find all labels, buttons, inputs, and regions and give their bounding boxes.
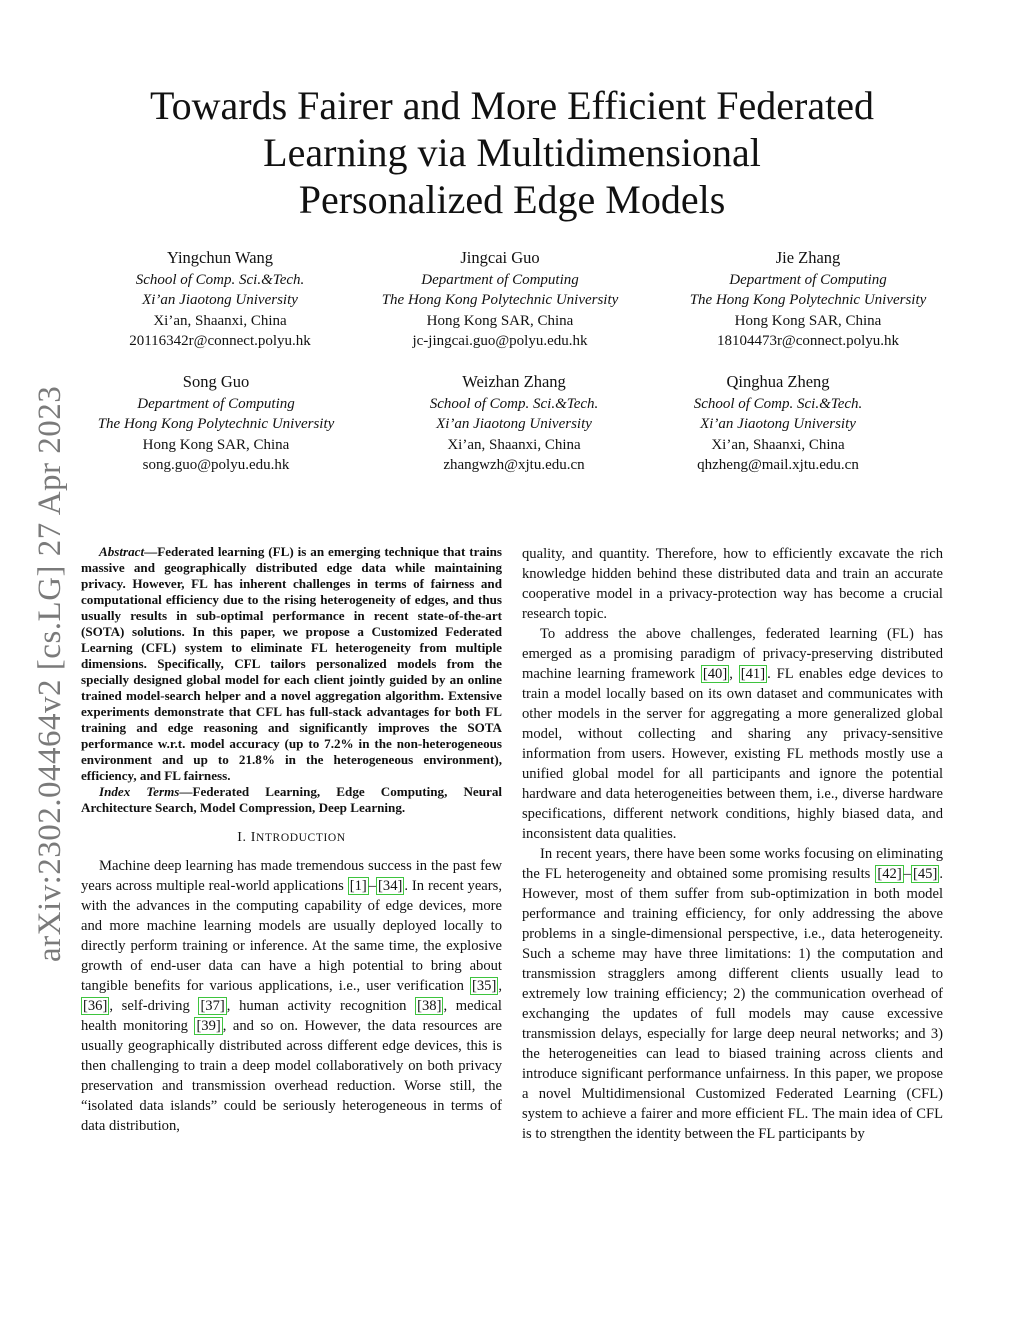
citation-link[interactable]: [37]	[200, 998, 225, 1014]
author-institution: Xi’an Jiaotong University	[700, 416, 856, 433]
author-institution: The Hong Kong Polytechnic University	[97, 416, 335, 433]
citation-link[interactable]: [41]	[740, 666, 766, 682]
title-line-2: Learning via Multidimensional	[263, 130, 761, 175]
citation-link[interactable]: [40]	[702, 666, 728, 682]
author-location: Hong Kong SAR, China	[142, 436, 290, 453]
author-card	[350, 248, 650, 352]
author-affiliation: School of Comp. Sci.&Tech.	[693, 395, 863, 412]
abstract-label: Abstract	[99, 544, 145, 559]
author-location: Xi’an, Shaanxi, China	[153, 312, 287, 329]
author-affiliation: School of Comp. Sci.&Tech.	[429, 395, 599, 412]
author-card	[628, 372, 928, 476]
author-email: song.guo@polyu.edu.hk	[142, 457, 290, 474]
author-institution: The Hong Kong Polytechnic University	[381, 292, 619, 309]
intro-paragraph-1: Machine deep learning has made tremendous success in the past few years across multiple real-world applications [1] – [34] . In recent years, with the advances in the computing capability of edge devices, more and more machine learning models are usually deployed locally to directly perform training or inference. At the same time, the explosive growth of end-user data can have a high potential to bring about tangible benefits for various applications, i.e., user verification [35] , [36] , self-driving [37] , human activity recognition [38] , medical health monitoring [39] , and so on. However, the data resources are usually geographically distributed across different edge devices, this is then challenging to train a deep model collaboratively on both privacy preservation and transmission overhead reduction. Worse still, the “isolated data islands” could be seriously heterogeneous in terms of data distribution,	[81, 858, 502, 1134]
index-terms-text: —Federated Learning, Edge Computing, Neural Architecture Search, Model Compression, Deep Learning.	[81, 784, 502, 815]
author-card	[658, 248, 958, 352]
title-line-1: Towards Fairer and More Efficient Federated	[150, 83, 874, 128]
citation-link[interactable]: [42]	[877, 866, 902, 882]
left-column	[81, 544, 502, 1136]
author-name: Qinghua Zheng	[726, 372, 830, 391]
author-name: Yingchun Wang	[166, 248, 274, 267]
citation-link[interactable]: [39]	[196, 1018, 221, 1034]
author-affiliation: School of Comp. Sci.&Tech.	[135, 271, 305, 288]
author-institution: Xi’an Jiaotong University	[436, 416, 592, 433]
author-email: 18104473r@connect.polyu.hk	[716, 333, 900, 350]
citation-link[interactable]: [35]	[472, 978, 497, 994]
abstract-text: —Federated learning (FL) is an emerging technique that trains massive and geographically distributed edge data while maintaining privacy. However, FL has inherent challenges in terms of fairness and computational efficiency due to the rising heterogeneity of edges, and thus usually results in sub-optimal performance in recent state-of-the-art (SOTA) solutions. In this paper, we propose a Customized Federated Learning (CFL) system to eliminate FL heterogeneity from multiple dimensions. Specifically, CFL tailors personalized models from the specially designed global model for each client jointly guided by an online trained model-search helper and a novel aggregation algorithm. Extensive experiments demonstrate that CFL has full-stack advantages for both FL training and edge reasoning and significantly improves the SOTA performance w.r.t. model accuracy (up to 7.2% in the non-heterogeneous environment and up to 21.8% in the heterogeneous environment), efficiency, and FL fairness.	[81, 544, 502, 783]
author-location: Hong Kong SAR, China	[426, 312, 574, 329]
arxiv-sidebar	[22, 200, 66, 960]
author-card	[364, 372, 664, 476]
author-name: Weizhan Zhang	[462, 372, 566, 391]
author-location: Xi’an, Shaanxi, China	[447, 436, 581, 453]
citation-link[interactable]: [38]	[417, 998, 442, 1014]
citation-link[interactable]: [34]	[378, 878, 403, 894]
paper-title	[80, 82, 944, 223]
author-name: Jingcai Guo	[460, 248, 540, 267]
author-institution: The Hong Kong Polytechnic University	[689, 292, 927, 309]
section-heading-introduction: I. INTRODUCTION	[237, 830, 346, 845]
intro-paragraph-2: To address the above challenges, federated learning (FL) has emerged as a promising paradigm of privacy-preserving distributed machine learning framework [40] , [41] . FL enables edge devices to train a model locally based on its own dataset and communicates with other models in the server for aggregating a more generalized global model, without collecting and sharing any privacy-sensitive information from users. However, existing FL methods mostly use a unified global model for all participants and ignore the potential hardware and data heterogeneities between them, i.e., diverse hardware specifications, different network conditions, highly biased data, and inconsistent data qualities.	[522, 626, 943, 842]
author-location: Xi’an, Shaanxi, China	[711, 436, 845, 453]
author-card	[70, 248, 370, 352]
author-location: Hong Kong SAR, China	[734, 312, 882, 329]
intro-paragraph-continued: quality, and quantity. Therefore, how to efficiently excavate the rich knowledge hidden behind these distributed data and train an accurate cooperative model in a privacy-protection way has become a crucial research topic.	[522, 546, 943, 622]
arxiv-identifier: arXiv:2302.04464v2 [cs.LG] 27 Apr 2023	[32, 385, 68, 962]
citation-link[interactable]: [45]	[913, 866, 938, 882]
intro-paragraph-3: In recent years, there have been some works focusing on eliminating the FL heterogeneity and obtained some promising results [42] – [45] . However, most of them suffer from sub-optimization in both model performance and training efficiency, for only addressing the above problems in a single-dimensional perspective, i.e., data heterogeneity. Such a scheme may have three limitations: 1) the computation and transmission stragglers among different clients usually lead to extremely low training efficiency; 2) the communication overhead of exchanging the updates of full models may cause excessive transmission delays, especially for large deep neural networks; and 3) the heterogeneities can lead to biased training across clients and introduce significant performance unfairness. In this paper, we propose a novel Multidimensional Customized Federated Learning (CFL) system to achieve a fairer and more efficient FL. The main idea of CFL is to strengthen the identity between the FL participants by	[522, 846, 943, 1142]
author-institution: Xi’an Jiaotong University	[142, 292, 298, 309]
author-card	[66, 372, 366, 476]
author-affiliation: Department of Computing	[729, 271, 887, 288]
author-affiliation: Department of Computing	[421, 271, 579, 288]
citation-link[interactable]: [36]	[83, 998, 108, 1014]
title-line-3: Personalized Edge Models	[298, 177, 726, 222]
abstract	[81, 544, 502, 816]
citation-link[interactable]: [1]	[349, 878, 367, 894]
author-affiliation: Department of Computing	[137, 395, 295, 412]
author-email: qhzheng@mail.xjtu.edu.cn	[697, 457, 859, 474]
author-name: Song Guo	[182, 372, 250, 391]
author-email: zhangwzh@xjtu.edu.cn	[443, 457, 585, 474]
author-email: jc-jingcai.guo@polyu.edu.hk	[412, 333, 588, 350]
author-name: Jie Zhang	[775, 248, 841, 267]
index-terms-label: Index Terms	[99, 784, 180, 799]
right-column	[522, 544, 943, 1144]
author-email: 20116342r@connect.polyu.hk	[129, 333, 311, 350]
